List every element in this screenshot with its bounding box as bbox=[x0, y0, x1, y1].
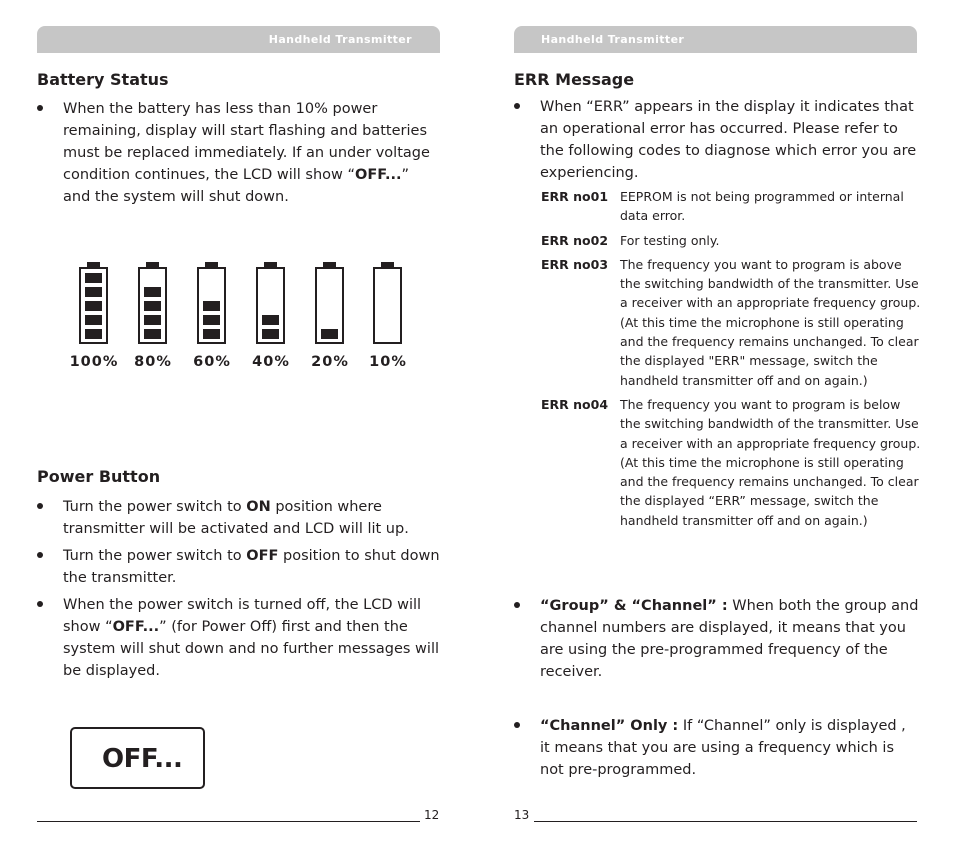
error-code: ERR no01 bbox=[541, 189, 609, 204]
list-item: Turn the power switch to ON position where transmitter will be activated and LCD will lit up. bbox=[37, 496, 442, 540]
lcd-off-display: OFF... bbox=[70, 727, 205, 789]
footer-rule bbox=[37, 821, 420, 822]
running-header: Handheld Transmitter bbox=[37, 26, 440, 53]
error-code-list bbox=[541, 187, 921, 535]
battery-icon-60 bbox=[197, 262, 226, 344]
error-code: ERR no04 bbox=[541, 396, 609, 412]
list-item: “Group” & “Channel” : When both the group and channel numbers are displayed, it means that you are using the pre-programmed frequency of the receiver. bbox=[514, 595, 919, 683]
err-message-title: ERR Message bbox=[514, 70, 635, 89]
bullet-icon bbox=[514, 722, 520, 728]
error-description: The frequency you want to program is above the switching bandwidth of the transmitter. Use a receiver with an appropriate frequency group. (At this time the microphone is still operating and the frequency remains unchanged. To clear the displayed "ERR" message, switch the handheld transmitter off and on again.) bbox=[620, 256, 921, 388]
battery-body bbox=[256, 267, 285, 344]
battery-icon-10 bbox=[373, 262, 402, 344]
bullet-icon bbox=[37, 105, 43, 111]
battery-segment bbox=[262, 315, 279, 325]
battery-segment bbox=[85, 273, 102, 283]
battery-body bbox=[373, 267, 402, 344]
battery-segment bbox=[144, 329, 161, 339]
battery-segment bbox=[85, 287, 102, 297]
battery-label: 10% bbox=[369, 354, 407, 370]
battery-label: 60% bbox=[193, 354, 231, 370]
battery-body bbox=[197, 267, 226, 344]
error-code-item bbox=[541, 187, 921, 226]
battery-body bbox=[79, 267, 108, 344]
battery-status-list bbox=[37, 98, 437, 208]
bullet-icon bbox=[37, 503, 43, 509]
error-description: The frequency you want to program is below the switching bandwidth of the transmitter. Use a receiver with an appropriate frequency group. (At this time the microphone is still operating and the frequency remains unchanged. To clear the displayed “ERR” message, switch the handheld transmitter off and on again.) bbox=[620, 396, 921, 528]
page-number: 12 bbox=[424, 808, 440, 822]
group-channel-list bbox=[514, 595, 919, 683]
err-intro-list bbox=[514, 96, 917, 184]
error-code: ERR no02 bbox=[541, 232, 609, 248]
battery-segment bbox=[144, 301, 161, 311]
battery-label: 80% bbox=[134, 354, 172, 370]
battery-segment bbox=[85, 315, 102, 325]
battery-segment bbox=[203, 329, 220, 339]
battery-status-title: Battery Status bbox=[37, 70, 169, 89]
running-header: Handheld Transmitter bbox=[514, 26, 917, 53]
error-description: EEPROM is not being programmed or internal data error. bbox=[620, 189, 904, 224]
battery-segment bbox=[85, 301, 102, 311]
error-code: ERR no03 bbox=[541, 256, 609, 272]
battery-segment bbox=[144, 315, 161, 325]
battery-segment bbox=[321, 329, 338, 339]
footer-rule bbox=[534, 821, 917, 822]
error-code-item bbox=[541, 231, 921, 250]
battery-label: 100% bbox=[69, 354, 119, 370]
battery-segment bbox=[203, 315, 220, 325]
error-description: For testing only. bbox=[620, 232, 720, 248]
list-item: When the battery has less than 10% power remaining, display will start flashing and batteries must be replaced immediately. If an under voltage condition continues, the LCD will show “OFF...” and the system will shut down. bbox=[37, 98, 437, 208]
power-button-title: Power Button bbox=[37, 467, 161, 486]
bullet-icon bbox=[514, 602, 520, 608]
battery-segment bbox=[85, 329, 102, 339]
battery-segment bbox=[262, 329, 279, 339]
bullet-icon bbox=[37, 552, 43, 558]
battery-label: 20% bbox=[311, 354, 349, 370]
page-number: 13 bbox=[514, 808, 530, 822]
right-page bbox=[477, 0, 954, 849]
list-item: “Channel” Only : If “Channel” only is displayed , it means that you are using a frequency which is not pre-programmed. bbox=[514, 715, 919, 781]
battery-icon-20 bbox=[315, 262, 344, 344]
battery-body bbox=[315, 267, 344, 344]
battery-icon-80 bbox=[138, 262, 167, 344]
battery-level-illustration bbox=[69, 262, 419, 372]
bullet-icon bbox=[37, 601, 43, 607]
list-item: When “ERR” appears in the display it indicates that an operational error has occurred. Please refer to the following codes to diagnose which error you are experiencing. bbox=[514, 96, 917, 184]
error-code-item bbox=[541, 395, 921, 530]
channel-only-list bbox=[514, 715, 919, 781]
battery-icon-40 bbox=[256, 262, 285, 344]
battery-label: 40% bbox=[252, 354, 290, 370]
bullet-icon bbox=[514, 103, 520, 109]
list-item: Turn the power switch to OFF position to shut down the transmitter. bbox=[37, 545, 442, 589]
battery-icon-100 bbox=[79, 262, 108, 344]
error-code-item bbox=[541, 255, 921, 390]
battery-segment bbox=[144, 287, 161, 297]
power-button-list bbox=[37, 496, 442, 682]
battery-body bbox=[138, 267, 167, 344]
list-item: When the power switch is turned off, the LCD will show “OFF...” (for Power Off) first and then the system will shut down and no further messages will be displayed. bbox=[37, 594, 442, 682]
battery-segment bbox=[203, 301, 220, 311]
